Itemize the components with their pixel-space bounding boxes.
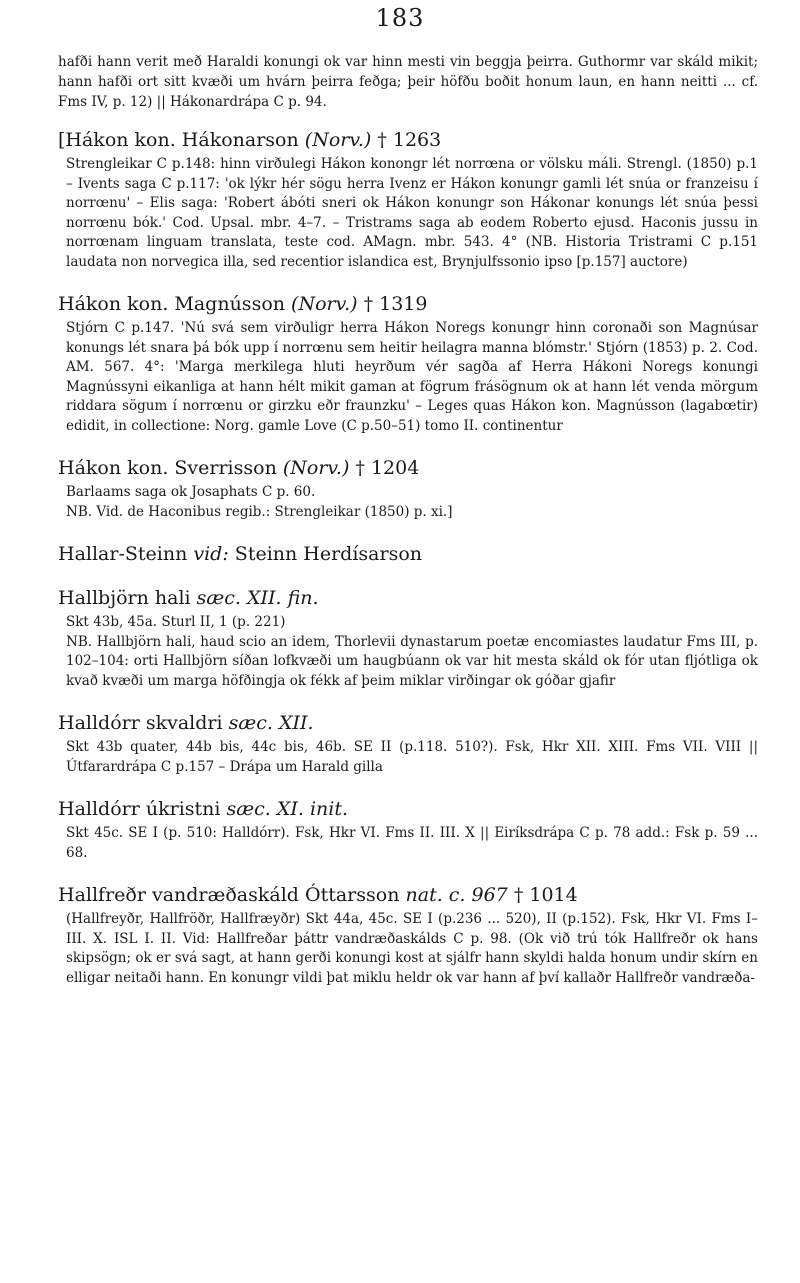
entry-heading	[58, 711, 758, 735]
entry-hallbjorn-hali	[58, 586, 758, 691]
entry-heading	[58, 292, 758, 316]
entry-title: Hallbjörn hali	[58, 587, 191, 609]
page-content	[58, 52, 758, 1008]
entry-heading	[58, 128, 758, 152]
entry-body: Barlaams saga ok Josaphats C p. 60. NB. Vid. de Haconibus regib.: Strengleikar (1850) p. xi.]	[66, 484, 453, 520]
entry-title: [Hákon kon. Hákonarson	[58, 129, 299, 151]
entry-hakon-hakonarson	[58, 128, 758, 272]
entry-meta: sæc. XII. fin.	[196, 587, 319, 609]
entry-meta: (Norv.)	[291, 293, 358, 315]
intro-paragraph: hafði hann verit með Haraldi konungi ok var hinn mesti vin beggja þeirra. Guthormr var skáld mikit; hann hafði ort sitt kvæði um hvárn þeirra feðga; þeir höfðu boðit honum laun, en hann neitti ... cf. Fms IV, p. 12) || Hákonardrápa C p. 94.	[58, 54, 758, 110]
entry-body: Skt 43b quater, 44b bis, 44c bis, 46b. SE II (p.118. 510?). Fsk, Hkr XII. XIII. Fms VII. VIII || Útfarardrápa C p.157 – Drápa um Harald gilla	[66, 739, 758, 775]
page-number: 183	[375, 4, 425, 32]
entry-body: Strengleikar C p.148: hinn virðulegi Hákon konongr lét norrœna or völsku máli. Strengl. (1850) p.1 – Ivents saga C p.117: 'ok lýkr hér sögu herra Ivenz er Hákon konungr gamli lét snúa or franzeisu í norrœnu' – Elis saga: 'Robert ábóti sneri ok Hákon konungr son Hákonar konungs lét snúa þessi norrœnu bók.' Cod. Upsal. mbr. 4–7. – Tristrams saga ab eodem Roberto ejusd. Haconis jussu in norrœnam linguam translata, teste cod. AMagn. mbr. 543. 4° (NB. Historia Tristrami C p.151 laudata non norvegica illa, sed recentior islandica est, Brynjulfssonio ipso [p.157] auctore)	[66, 156, 758, 270]
entry-body: Skt 43b, 45a. Sturl II, 1 (p. 221) NB. Hallbjörn hali, haud scio an idem, Thorlevii dynastarum poetæ encomiastes laudatur Fms III, p. 102–104: orti Hallbjörn síðan lofkvæði um haugbúann ok var hit mesta skáld ok fór utan fljótliga ok kvað kvæði um marga höfðingja ok fékk af þeim miklar virðingar ok góðar gjafir	[66, 614, 758, 689]
entry-date: † 1204	[355, 457, 420, 479]
entry-meta: vid:	[193, 543, 229, 565]
entry-meta: sæc. XII.	[228, 712, 314, 734]
entry-title: Halldórr úkristni	[58, 798, 221, 820]
entry-date: † 1014	[513, 884, 578, 906]
entry-halldorr-skvaldri	[58, 711, 758, 777]
entry-hakon-sverrisson	[58, 456, 758, 522]
entry-date: † 1263	[377, 129, 442, 151]
entry-hakon-magnusson	[58, 292, 758, 436]
entry-heading	[58, 883, 758, 907]
entry-title: Hákon kon. Sverrisson	[58, 457, 277, 479]
entry-meta: (Norv.)	[304, 129, 372, 151]
entry-title: Hallfreðr vandræðaskáld Óttarsson	[58, 884, 400, 906]
entry-halldorr-ukristni	[58, 797, 758, 863]
entry-heading	[58, 542, 758, 566]
entry-meta: (Norv.)	[282, 457, 350, 479]
entry-body: (Hallfreyðr, Hallfröðr, Hallfræyðr) Skt 44a, 45c. SE I (p.236 ... 520), II (p.152). Fsk, Hkr VI. Fms I–III. X. ISL I. II. Vid: Hallfreðar þáttr vandræðaskálds C p. 98. (Ok við trú tók Hallfreðr ok hans skipsögn; ok er svá sagt, at hann gerði konungi kost at sjálfr hann skyldi halda honum undir skírn en elligar neitaði hann. En konungr vildi þat miklu heldr ok var hann af því kallaðr Hallfreðr vandræða-	[66, 911, 758, 986]
entry-date: † 1319	[363, 293, 428, 315]
entry-heading	[58, 586, 758, 610]
entry-heading	[58, 456, 758, 480]
entry-title: Hallar-Steinn	[58, 543, 188, 565]
entry-date: Steinn Herdísarson	[234, 543, 423, 565]
entry-meta: nat. c. 967	[405, 884, 508, 906]
entry-body: Stjórn C p.147. 'Nú svá sem virðuligr herra Hákon Noregs konungr hinn coronaði son Magnúsar konungs lét snara þá bók upp í norrœnu sem heitir heilagra manna blómstr.' Stjórn (1853) p. 2. Cod. AM. 567. 4°: 'Marga merkilega hluti heyrðum vér sagða af Herra Hákoni Noregs konungi Magnússyni eikanliga at hann hélt mikit gaman at fögrum frásögnum ok at hann lét venda mörgum riddara sögum í norrœnu or girzku eðr fraunzku' – Leges quas Hákon kon. Magnússon (lagabœtir) edidit, in collectione: Norg. gamle Love (C p.50–51) tomo II. continentur	[66, 320, 758, 434]
entry-body: Skt 45c. SE I (p. 510: Halldórr). Fsk, Hkr VI. Fms II. III. X || Eiríksdrápa C p. 78 add.: Fsk p. 59 ... 68.	[66, 825, 758, 861]
entry-heading	[58, 797, 758, 821]
entry-title: Halldórr skvaldri	[58, 712, 223, 734]
entry-hallfredr	[58, 883, 758, 988]
entry-meta: sæc. XI. init.	[226, 798, 349, 820]
entry-title: Hákon kon. Magnússon	[58, 293, 285, 315]
entry-hallar-steinn	[58, 542, 758, 566]
